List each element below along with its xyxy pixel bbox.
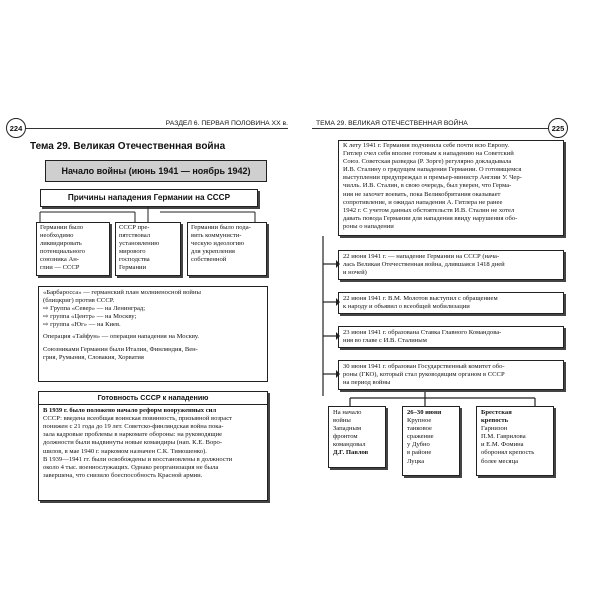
running-header-left: РАЗДЕЛ 6. ПЕРВАЯ ПОЛОВИНА XX в. [165, 120, 288, 127]
causes-connector [30, 206, 270, 222]
period-banner: Начало войны (июнь 1941 — ноябрь 1942) [45, 160, 267, 182]
causes-heading: Причины нападения Германии на СССР [40, 189, 258, 207]
cause-box-3: Германии было пода- вить коммунисти- ческую идеологию для укрепления собственной [187, 222, 267, 276]
battle-box-1: На начало войны Западным фронтом командовал Д.Г. Павлов [328, 406, 386, 468]
cause-box-2: СССР пре- пятствовал установлению мирового господства Германии [115, 222, 181, 276]
event-box-3: 23 июня 1941 г. образована Ставка Главного Командова- ния во главе с И.В. Сталиным [338, 326, 564, 348]
header-rule-right [312, 128, 548, 129]
battle-box-3: Брестская крепость Гарнизон П.М. Гаврилова и Е.М. Фомина оборонял крепость более месяца [476, 406, 554, 476]
header-rule-left [26, 128, 288, 129]
readiness-heading: Готовность СССР к нападению [39, 392, 267, 405]
barbarossa-box: «Барбаросса» — германский план молниеносной войны (блицкриг) против СССР. ⇨ Группа «Север» — на Ленинград; ⇨ группа «Центр» — на Москву; ⇨ группа «Юг» — на Киев. Операция «Тайфун» — операция нападения на Москву. Союзниками Германии были Италия, Финляндия, Вен- грия, Румыния, Словакия, Хорватия [38, 286, 268, 382]
cause-box-1: Германии было необходимо ликвидировать потенциального союзника Ан- глии — СССР [36, 222, 110, 276]
intro-box: К лету 1941 г. Германия подчинила себе почти всю Европу. Гитлер счел себя вполне готовым к нападению на Советский Союз. Советская разведка (Р. Зорге) регулярно докладывала И.В. Сталину о грядущем нападении Германии. О готовящемся выступлении предупреждал и премьер-министр Англии У. Чер- чилль. И.В. Сталин, в свою очередь, был уверен, что Герма- ния не захочет воевать, пока Великобритания оказывает сопротивление, и ожидал нападения А. Гитлера не ранее 1942 г. С учетом данных обстоятельств И.В. Сталин не хотел давать повода Германии для нападения ввиду нарушения обо- роны о нападении [338, 140, 564, 236]
running-header-right: ТЕМА 29. ВЕЛИКАЯ ОТЕЧЕСТВЕННАЯ ВОЙНА [316, 120, 468, 127]
event-box-2: 22 июня 1941 г. В.М. Молотов выступил с обращением к народу и объявил о всеобщей мобилизации [338, 292, 564, 314]
page-number-left: 224 [6, 118, 26, 138]
battle-box-2: 26–30 июня Крупное танковое сражение у Дубно в районе Луцка [402, 406, 460, 476]
event-box-1: 22 июня 1941 г. — нападение Германии на СССР (нача- лась Великая Отечественная война, длившаяся 1418 дней и ночей) [338, 250, 564, 280]
readiness-box: Готовность СССР к нападению В 1939 г. было положено начало реформ вооруженных сил СССР: введена всеобщая воинская повинность, призывной возраст понижен с 21 года до 19 лет. Советско-финляндская война пока- зала кадровые проблемы в наркомате обороны: на руководящие должности были выдвинуты новые командиры (нап. К.Е. Воро- шилов, в мае 1940 г. наркомом назначен С.К. Тимошенко). В 1939—1941 гг. были освобождены и восстановлены в должности около 4 тыс. военнослужащих. Однако реорганизация не была завершена, что снизило боеспособность Красной армии. [38, 391, 268, 501]
event-box-4: 30 июня 1941 г. образован Государственный комитет обо- роны (ГКО), который стал руководящим органом в СССР на период войны [338, 360, 564, 390]
battles-connector [320, 392, 570, 406]
topic-title: Тема 29. Великая Отечественная война [30, 141, 226, 152]
page-number-right: 225 [548, 118, 568, 138]
timeline-arrows [318, 236, 340, 406]
